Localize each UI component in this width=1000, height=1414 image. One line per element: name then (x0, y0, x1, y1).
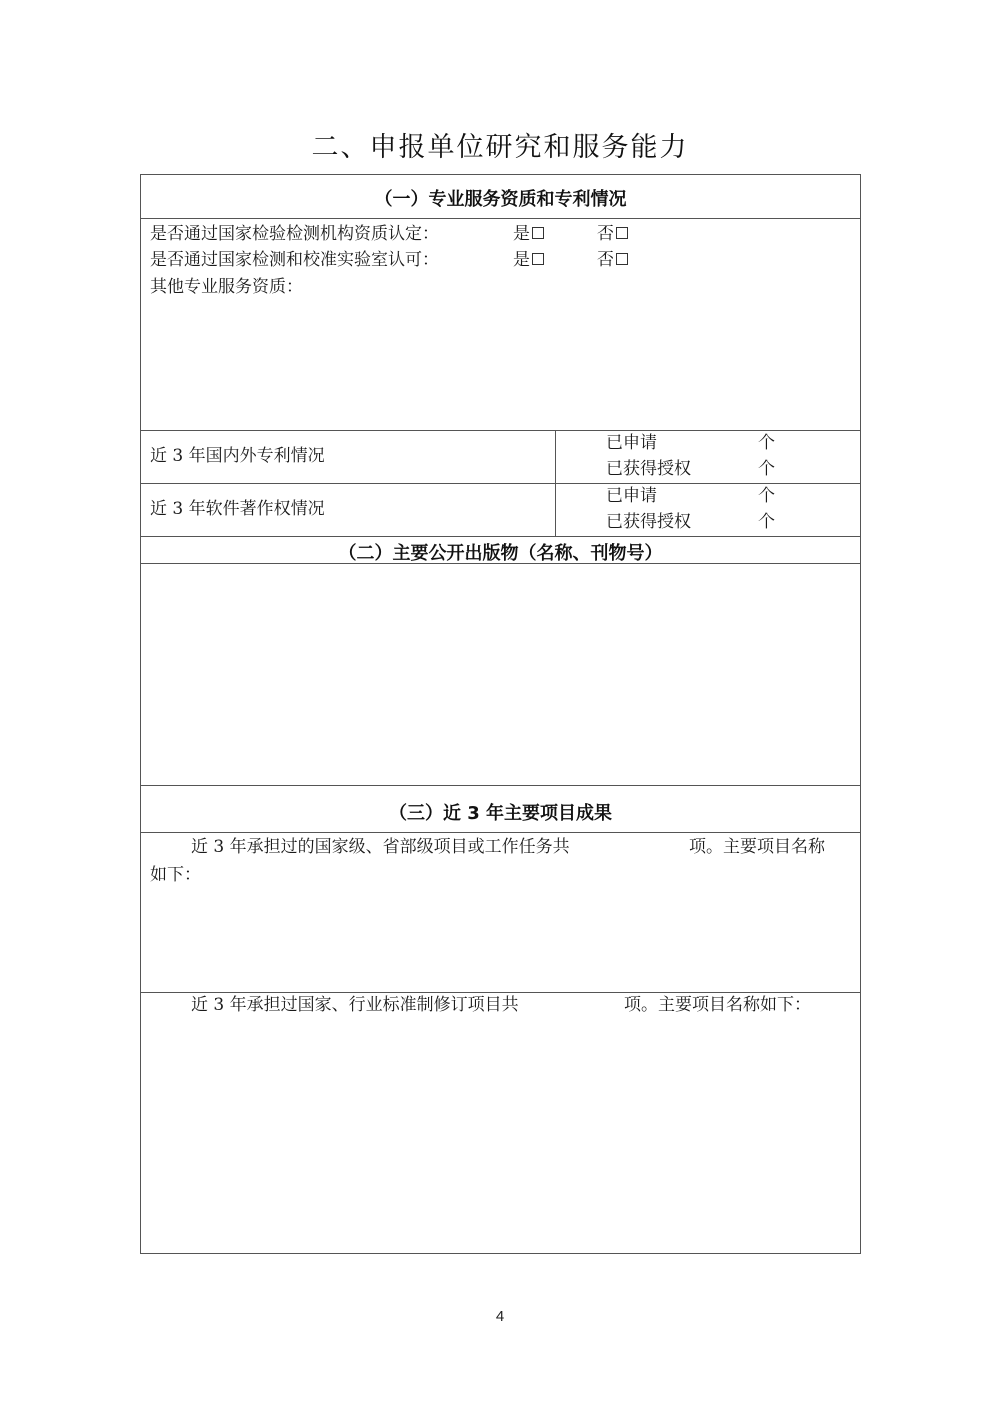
patent-applied-unit: 个 (758, 433, 775, 453)
form-table (140, 174, 861, 1254)
patent-label: 近 3 年国内外专利情况 (150, 446, 325, 466)
no-option[interactable] (597, 248, 628, 273)
yes-label: 是 (513, 250, 530, 270)
section3-heading: （三）近 3 年主要项目成果 (388, 803, 613, 824)
divider (141, 536, 860, 537)
patent-granted-label: 已获得授权 (606, 459, 691, 479)
divider (141, 785, 860, 786)
page-number: 4 (495, 1308, 505, 1325)
software-copyright-label: 近 3 年软件著作权情况 (150, 499, 325, 519)
divider (141, 483, 860, 484)
standards-projects-text: 近 3 年承担过国家、行业标准制修订项目共 (191, 995, 519, 1015)
other-qualifications-label: 其他专业服务资质： (150, 277, 303, 297)
checkbox[interactable] (616, 253, 628, 265)
yes-option[interactable] (513, 248, 544, 273)
software-granted-unit: 个 (758, 512, 775, 532)
national-projects-text-end: 如下： (150, 865, 201, 885)
patent-applied-label: 已申请 (606, 433, 657, 453)
page-title: 二、申报单位研究和服务能力 (311, 132, 689, 163)
patent-granted-unit: 个 (758, 459, 775, 479)
question-lab-accreditation: 是否通过国家检测和校准实验室认可： (150, 250, 439, 270)
checkbox[interactable] (532, 253, 544, 265)
question-inspection-qualification: 是否通过国家检验检测机构资质认定： (150, 224, 439, 244)
publications-area[interactable] (141, 564, 860, 785)
yes-option[interactable] (513, 222, 544, 247)
yes-label: 是 (513, 224, 530, 244)
national-projects-text: 近 3 年承担过的国家级、省部级项目或工作任务共 (191, 837, 570, 857)
section1-heading: （一）专业服务资质和专利情况 (374, 189, 627, 210)
national-projects-text-continued: 项。主要项目名称 (689, 837, 825, 857)
divider (141, 430, 860, 431)
checkbox[interactable] (616, 227, 628, 239)
software-applied-unit: 个 (758, 486, 775, 506)
checkbox[interactable] (532, 227, 544, 239)
section2-heading: （二）主要公开出版物（名称、刊物号） (338, 543, 663, 564)
no-label: 否 (597, 250, 614, 270)
software-applied-label: 已申请 (606, 486, 657, 506)
standards-projects-text-continued: 项。主要项目名称如下： (624, 995, 811, 1015)
software-granted-label: 已获得授权 (606, 512, 691, 532)
no-option[interactable] (597, 222, 628, 247)
divider (141, 832, 860, 833)
qualification-cell (141, 219, 860, 430)
no-label: 否 (597, 224, 614, 244)
